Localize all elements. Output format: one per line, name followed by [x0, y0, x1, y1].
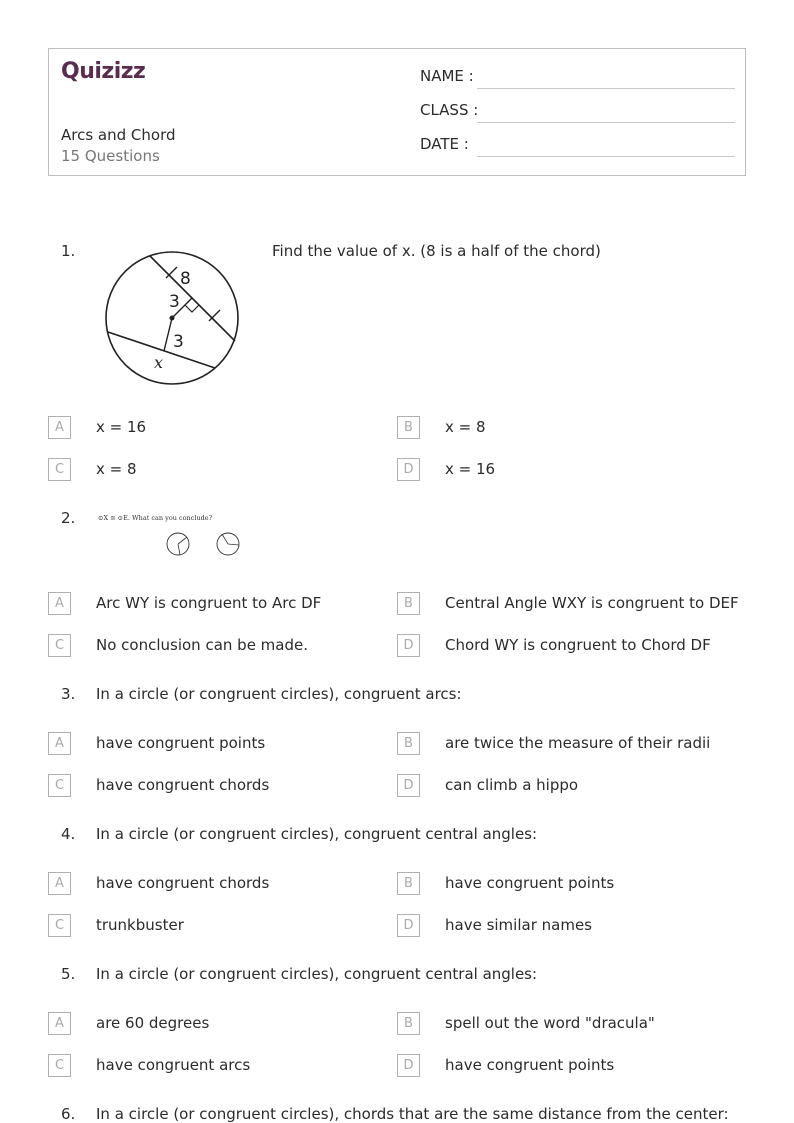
- question-4-text: In a circle (or congruent circles), congruent central angles:: [96, 825, 538, 843]
- q3-option-b-box[interactable]: B: [397, 732, 420, 755]
- q5-option-d-box[interactable]: D: [397, 1054, 420, 1077]
- question-3-text: In a circle (or congruent circles), congruent arcs:: [96, 685, 462, 703]
- q1-circle-diagram: [100, 246, 245, 391]
- q2-option-a-text: Arc WY is congruent to Arc DF: [96, 594, 322, 612]
- q1-option-d-box[interactable]: D: [397, 458, 420, 481]
- quizizz-logo: Quizizz: [61, 59, 146, 84]
- question-6-text: In a circle (or congruent circles), chords that are the same distance from the center:: [96, 1105, 729, 1123]
- q2-radius-ef: [228, 544, 239, 545]
- q3-option-b-text: are twice the measure of their radii: [445, 734, 711, 752]
- q5-option-b-text: spell out the word "dracula": [445, 1014, 655, 1032]
- q1-option-b-text: x = 8: [445, 418, 486, 436]
- q2-radius-ed: [222, 534, 228, 544]
- q1-option-b-box[interactable]: B: [397, 416, 420, 439]
- q1-right-angle-mark: [185, 305, 199, 312]
- q1-tick-mark-2: [209, 310, 220, 321]
- q1-option-a-box[interactable]: A: [48, 416, 71, 439]
- q2-option-b-box[interactable]: B: [397, 592, 420, 615]
- q4-option-b-text: have congruent points: [445, 874, 615, 892]
- q5-option-c-text: have congruent arcs: [96, 1056, 251, 1074]
- q4-option-a-box[interactable]: A: [48, 872, 71, 895]
- q4-option-c-text: trunkbuster: [96, 916, 184, 934]
- worksheet-title: Arcs and Chord: [61, 126, 176, 144]
- q2-option-d-box[interactable]: D: [397, 634, 420, 657]
- question-3-number: 3.: [61, 685, 76, 703]
- question-4-number: 4.: [61, 825, 76, 843]
- q1-label-upper-3: 3: [169, 292, 180, 312]
- class-line: [477, 122, 735, 123]
- q1-option-d-text: x = 16: [445, 460, 496, 478]
- q5-option-c-box[interactable]: C: [48, 1054, 71, 1077]
- q4-option-a-text: have congruent chords: [96, 874, 270, 892]
- question-1-number: 1.: [61, 242, 76, 260]
- q3-option-d-text: can climb a hippo: [445, 776, 579, 794]
- q1-label-lower-3: 3: [173, 332, 184, 352]
- q4-option-d-text: have similar names: [445, 916, 592, 934]
- q4-option-c-box[interactable]: C: [48, 914, 71, 937]
- q1-label-8: 8: [180, 269, 191, 289]
- q5-option-a-box[interactable]: A: [48, 1012, 71, 1035]
- q5-option-a-text: are 60 degrees: [96, 1014, 210, 1032]
- q3-option-c-box[interactable]: C: [48, 774, 71, 797]
- question-2-number: 2.: [61, 509, 76, 527]
- date-field[interactable]: [420, 135, 735, 159]
- date-label: DATE :: [420, 135, 469, 153]
- q2-option-c-text: No conclusion can be made.: [96, 636, 309, 654]
- q2-figure-caption: ⊙X ≅ ⊙E. What can you conclude?: [98, 514, 213, 522]
- q1-top-chord: [150, 256, 235, 341]
- q4-option-d-box[interactable]: D: [397, 914, 420, 937]
- question-6-number: 6.: [61, 1105, 76, 1123]
- q1-option-c-text: x = 8: [96, 460, 137, 478]
- name-field[interactable]: [420, 67, 735, 91]
- question-count: 15 Questions: [61, 147, 160, 165]
- q1-tick-mark-1: [166, 267, 177, 278]
- q1-center-point: [170, 316, 175, 321]
- question-1-text: Find the value of x. (8 is a half of the chord): [272, 242, 601, 260]
- q3-option-d-box[interactable]: D: [397, 774, 420, 797]
- q2-radius-xy: [178, 544, 180, 555]
- q3-option-a-box[interactable]: A: [48, 732, 71, 755]
- q1-option-a-text: x = 16: [96, 418, 147, 436]
- q2-radius-xw: [178, 537, 187, 544]
- q3-option-a-text: have congruent points: [96, 734, 266, 752]
- q1-label-x: x: [154, 353, 164, 372]
- q2-option-c-box[interactable]: C: [48, 634, 71, 657]
- class-field[interactable]: [420, 101, 735, 125]
- question-5-text: In a circle (or congruent circles), congruent central angles:: [96, 965, 538, 983]
- q2-congruent-circles-figure: [96, 510, 256, 566]
- q4-option-b-box[interactable]: B: [397, 872, 420, 895]
- name-label: NAME :: [420, 67, 474, 85]
- question-5-number: 5.: [61, 965, 76, 983]
- q1-lower-radius: [164, 318, 172, 351]
- q5-option-d-text: have congruent points: [445, 1056, 615, 1074]
- q3-option-c-text: have congruent chords: [96, 776, 270, 794]
- class-label: CLASS :: [420, 101, 479, 119]
- q2-option-d-text: Chord WY is congruent to Chord DF: [445, 636, 711, 654]
- q5-option-b-box[interactable]: B: [397, 1012, 420, 1035]
- date-line: [477, 156, 735, 157]
- worksheet-header: [48, 48, 746, 176]
- name-line: [477, 88, 735, 89]
- q2-option-b-text: Central Angle WXY is congruent to DEF: [445, 594, 739, 612]
- q2-option-a-box[interactable]: A: [48, 592, 71, 615]
- q1-option-c-box[interactable]: C: [48, 458, 71, 481]
